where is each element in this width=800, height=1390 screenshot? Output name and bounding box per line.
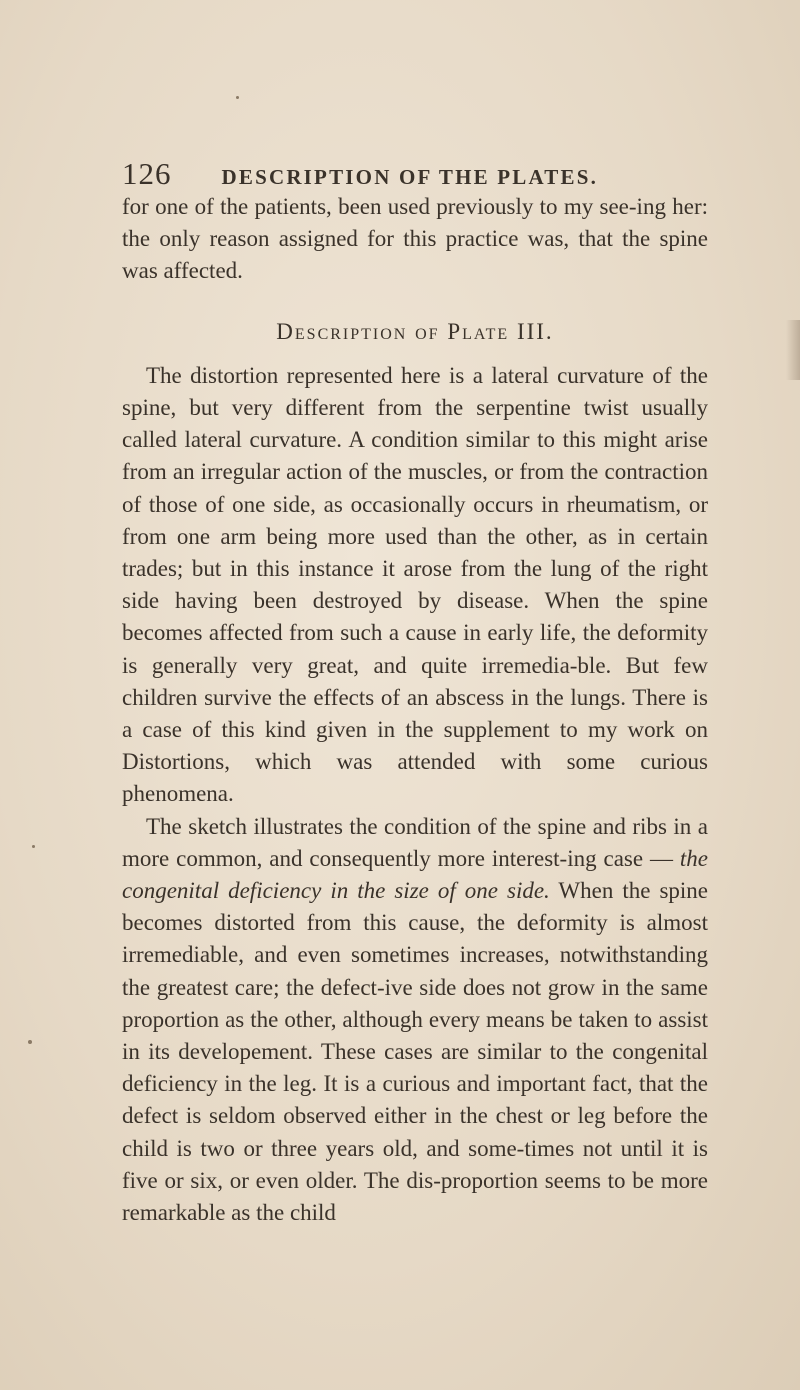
- paper-speck: [32, 845, 35, 848]
- paragraph-plate-description: The distortion represented here is a lateral curvature of the spine, but very different from the serpentine twist usually called lateral curvature. A condition similar to this might arise from an irregular action of the muscles, or from the contraction of those of one side, as occasionally occurs in rheumatism, or from one arm being more used than the other, as in certain trades; but in this instance it arose from the lung of the right side having been destroyed by disease. When the spine becomes affected from such a cause in early life, the deformity is generally very great, and quite irremedia-ble. But few children survive the effects of an abscess in the lungs. There is a case of this kind given in the supplement to my work on Distortions, which was attended with some curious phenomena.: [122, 362, 708, 807]
- page-number: 126: [122, 156, 172, 191]
- italic-phrase: the congenital deficiency in the size of one side.: [122, 845, 708, 904]
- running-head-title: DESCRIPTION OF THE PLATES.: [221, 165, 599, 189]
- body-text: [122, 191, 708, 1229]
- paper-speck: [28, 1040, 32, 1044]
- paragraph-text: The sketch illustrates the condition of the spine and ribs in a more common, and consequently more interest-ing case —: [122, 813, 708, 871]
- paper-speck: [236, 96, 239, 99]
- page-edge-shadow: [786, 320, 800, 380]
- paragraph-sketch-description: [122, 811, 708, 1230]
- continuation-paragraph: for one of the patients, been used previously to my see-ing her: the only reason assigned for this practice was, that the spine was affected.: [122, 194, 708, 284]
- paragraph-text: When the spine becomes distorted from this cause, the deformity is almost irremediable, and even sometimes increases, notwithstanding the greatest care; the defect-ive side does not grow in the same proportion as the other, although every means be taken to assist in its developement. These cases are similar to the congenital deficiency in the leg. It is a curious and important fact, that the defect is seldom observed either in the chest or leg before the child is two or three years old, and some-times not until it is five or six, or even older. The dis-proportion seems to be more remarkable as the child: [122, 878, 708, 1226]
- running-head: [122, 156, 722, 196]
- section-heading: Description of Plate III.: [276, 318, 554, 344]
